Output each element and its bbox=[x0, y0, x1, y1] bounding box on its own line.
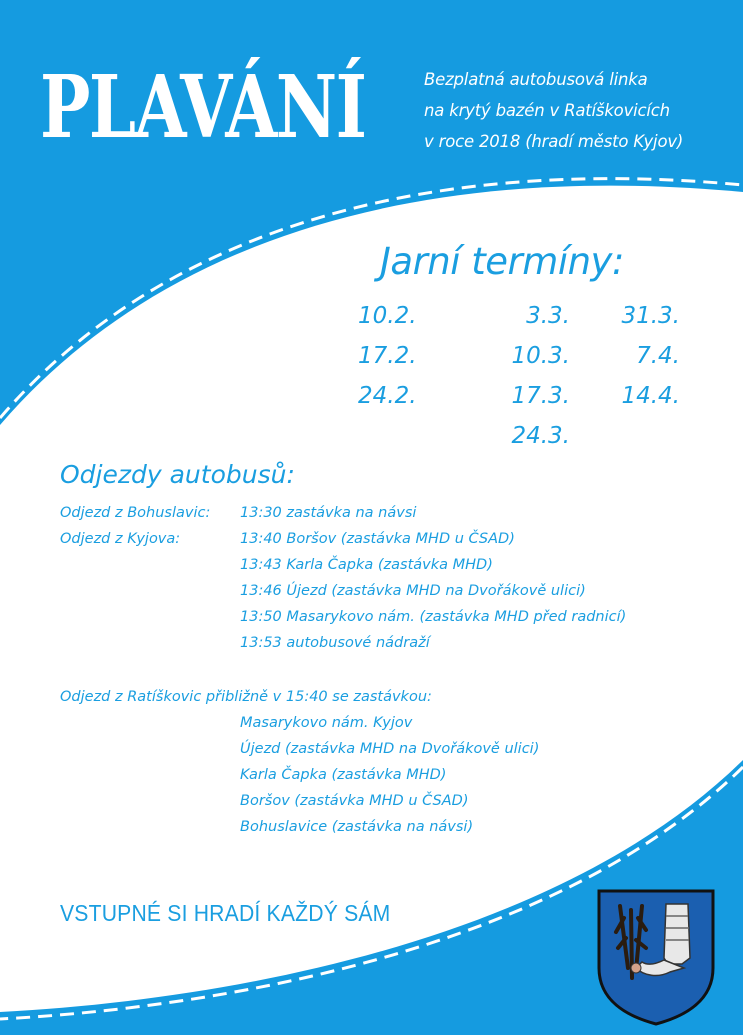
page-title: PLAVÁNÍ bbox=[40, 57, 366, 158]
kyjov-coat-of-arms-icon bbox=[596, 888, 716, 1026]
date-item: 17.2. bbox=[358, 343, 417, 369]
date-item: 14.4. bbox=[621, 383, 680, 409]
date-item: 17.3. bbox=[511, 383, 570, 409]
date-item: 31.3. bbox=[621, 303, 680, 329]
return-stop: Masarykovo nám. Kyjov bbox=[240, 715, 413, 731]
subtitle-line: v roce 2018 (hradí město Kyjov) bbox=[424, 132, 684, 151]
date-item: 24.2. bbox=[358, 383, 417, 409]
return-stop: Boršov (zastávka MHD u ČSAD) bbox=[240, 793, 469, 809]
date-item: 7.4. bbox=[636, 343, 680, 369]
kyjov-stop: 13:50 Masarykovo nám. (zastávka MHD před radnicí) bbox=[240, 609, 627, 625]
date-item: 10.2. bbox=[358, 303, 417, 329]
kyjov-stop: 13:53 autobusové nádraží bbox=[240, 635, 430, 651]
departures-heading: Odjezdy autobusů: bbox=[60, 460, 295, 489]
kyjov-stop: 13:40 Boršov (zastávka MHD u ČSAD) bbox=[240, 531, 515, 547]
footer-note: VSTUPNÉ SI HRADÍ KAŽDÝ SÁM bbox=[60, 900, 391, 926]
kyjov-stop: 13:46 Újezd (zastávka MHD na Dvořákově ulici) bbox=[240, 583, 586, 599]
dates-column-2 bbox=[490, 296, 570, 456]
subtitle-line: na krytý bazén v Ratíškovicích bbox=[424, 101, 670, 120]
bohuslavice-label: Odjezd z Bohuslavic: bbox=[60, 505, 211, 521]
dates-column-1 bbox=[358, 296, 417, 416]
bohuslavice-time: 13:30 zastávka na návsi bbox=[240, 505, 417, 521]
dates-heading: Jarní termíny: bbox=[380, 240, 624, 283]
return-stop: Bohuslavice (zastávka na návsi) bbox=[240, 819, 474, 835]
return-label: Odjezd z Ratíškovic přibližně v 15:40 se zastávkou: bbox=[60, 689, 432, 705]
subtitle bbox=[424, 64, 734, 157]
return-stop: Újezd (zastávka MHD na Dvořákově ulici) bbox=[240, 741, 540, 757]
subtitle-line: Bezplatná autobusová linka bbox=[424, 70, 648, 89]
return-stop: Karla Čapka (zastávka MHD) bbox=[240, 767, 447, 783]
dates-column-3 bbox=[600, 296, 680, 416]
date-item: 3.3. bbox=[526, 303, 570, 329]
kyjov-stop: 13:43 Karla Čapka (zastávka MHD) bbox=[240, 557, 493, 573]
date-item: 10.3. bbox=[511, 343, 570, 369]
date-item: 24.3. bbox=[511, 423, 570, 449]
kyjov-label: Odjezd z Kyjova: bbox=[60, 531, 181, 547]
